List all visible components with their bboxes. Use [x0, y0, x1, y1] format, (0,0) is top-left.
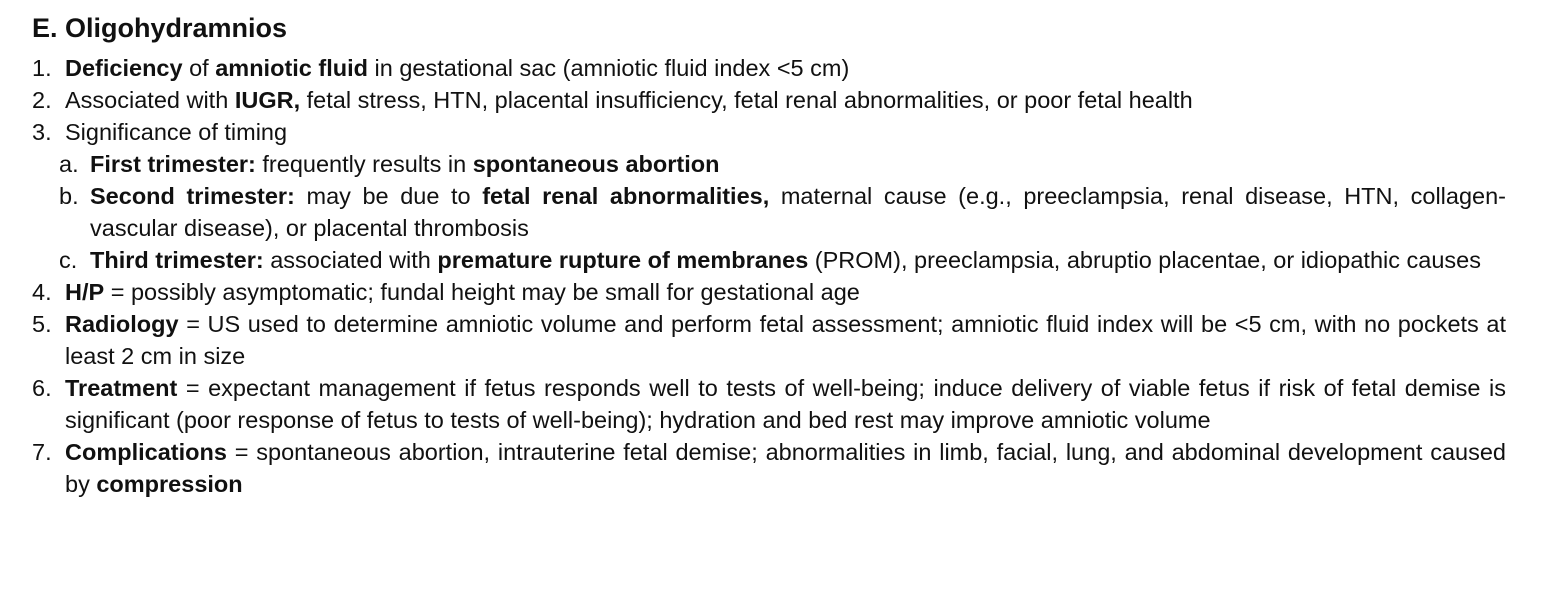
list-item-3	[32, 116, 1506, 148]
sub-item-b	[32, 180, 1506, 244]
item-number: 1.	[32, 55, 52, 81]
bold-term: Complications	[65, 439, 227, 465]
item-text: = spontaneous abortion, intrauterine fetal demise; abnormalities in limb, facial, lung, and abdominal development caused by	[65, 439, 1506, 497]
bold-term: Second trimester:	[90, 183, 295, 209]
item-text: maternal cause (e.g., preeclampsia, renal disease, HTN, collagen-vascular disease), or placental thrombosis	[90, 183, 1506, 241]
bold-term: fetal renal abnormalities,	[482, 183, 770, 209]
item-number: 7.	[32, 439, 52, 465]
item-text: fetal stress, HTN, placental insufficiency, fetal renal abnormalities, or poor fetal health	[300, 87, 1193, 113]
numbered-list	[32, 52, 1506, 500]
item-text: in gestational sac (amniotic fluid index <5 cm)	[367, 55, 850, 81]
bold-term: Radiology	[65, 311, 179, 337]
list-item-6	[32, 372, 1506, 436]
list-item-7	[32, 436, 1506, 500]
item-number: 6.	[32, 375, 52, 401]
item-number: 5.	[32, 311, 52, 337]
bold-term: amniotic fluid	[215, 55, 368, 81]
bold-term: compression	[96, 471, 243, 497]
item-number: 2.	[32, 87, 52, 113]
item-text: may be due to	[294, 183, 483, 209]
section-heading: E. Oligohydramnios	[32, 13, 288, 43]
sub-item-letter: b.	[59, 183, 79, 209]
list-item-4	[32, 276, 1506, 308]
item-text: associated with	[263, 247, 438, 273]
bold-term: Third trimester:	[90, 247, 264, 273]
list-item-1	[32, 52, 1506, 84]
bold-term: Deficiency	[65, 55, 183, 81]
bold-term: premature rupture of membranes	[437, 247, 809, 273]
item-number: 4.	[32, 279, 52, 305]
bold-term: IUGR,	[234, 87, 301, 113]
item-text: of	[182, 55, 216, 81]
item-text: = US used to determine amniotic volume and perform fetal assessment; amniotic fluid index will be <5 cm, with no pockets at least 2 cm in size	[65, 311, 1506, 369]
list-item-5	[32, 308, 1506, 372]
bold-term: H/P	[65, 279, 105, 305]
item-text: Associated with	[65, 87, 235, 113]
sub-item-letter: a.	[59, 151, 79, 177]
list-item-2	[32, 84, 1506, 116]
item-text: Significance of timing	[65, 119, 288, 145]
item-number: 3.	[32, 119, 52, 145]
bold-term: spontaneous abortion	[472, 151, 720, 177]
item-text: (PROM), preeclampsia, abruptio placentae, or idiopathic causes	[808, 247, 1481, 273]
item-text: = expectant management if fetus responds well to tests of well-being; induce delivery of viable fetus if risk of fetal demise is significant (poor response of fetus to tests of well-being); hydration and bed rest may improve amniotic volume	[65, 375, 1506, 433]
item-text: frequently results in	[255, 151, 473, 177]
sub-item-c	[32, 244, 1506, 276]
sub-item-a	[32, 148, 1506, 180]
item-text: = possibly asymptomatic; fundal height may be small for gestational age	[104, 279, 860, 305]
bold-term: First trimester:	[90, 151, 256, 177]
bold-term: Treatment	[65, 375, 178, 401]
sub-item-letter: c.	[59, 247, 78, 273]
